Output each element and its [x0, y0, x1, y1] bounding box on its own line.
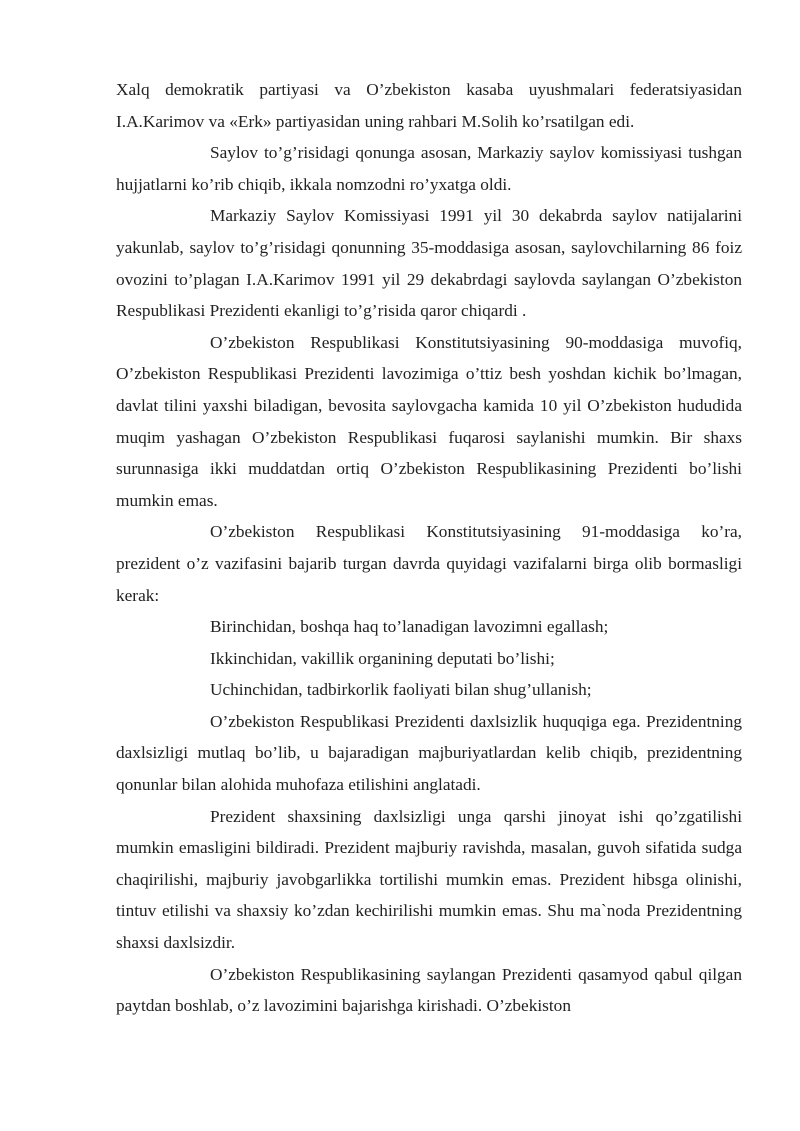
paragraph-7: Prezident shaxsining daxlsizligi unga qarshi jinoyat ishi qo’zgatilishi mumkin emasligini bildiradi. Prezident majburiy ravishda, masalan, guvoh sifatida sudga chaqirilishi, majburiy javobgarlikka tortilishi mumkin emas. Prezident hibsga olinishi, tintuv etilishi va shaxsiy ko’zdan kechirilishi mumkin emas. Shu ma`noda Prezidentning shaxsi daxlsizdir.: [116, 806, 742, 953]
paragraph-5: O’zbekiston Respublikasi Konstitutsiyasining 91-moddasiga ko’ra, prezident o’z vazifasini bajarib turgan davrda quyidagi vazifalarni birga olib bormasligi kerak:: [116, 522, 742, 605]
paragraph-2: Saylov to’g’risidagi qonunga asosan, Markaziy saylov komissiyasi tushgan hujjatlarni ko’rib chiqib, ikkala nomzodni ro’yxatga oldi.: [116, 143, 742, 194]
document-page: [116, 74, 742, 1022]
list-item-3: Uchinchidan, tadbirkorlik faoliyati bilan shug’ullanish;: [210, 680, 592, 700]
list-item-1: Birinchidan, boshqa haq to’lanadigan lavozimni egallash;: [210, 617, 609, 637]
paragraph-8: O’zbekiston Respublikasining saylangan Prezidenti qasamyod qabul qilgan paytdan boshlab, o’z lavozimini bajarishga kirishadi. O’zbekiston: [116, 964, 742, 1016]
paragraph-6: O’zbekiston Respublikasi Prezidenti daxlsizlik huquqiga ega. Prezidentning daxlsizligi mutlaq bo’lib, u bajaradigan majburiyatlardan kelib chiqib, prezidentning qonunlar bilan alohida muhofaza etilishini anglatadi.: [116, 711, 742, 795]
list-item-2: Ikkinchidan, vakillik organining deputati bo’lishi;: [210, 648, 555, 668]
paragraph-4: O’zbekiston Respublikasi Konstitutsiyasining 90-moddasiga muvofiq, O’zbekiston Respublikasi Prezidenti lavozimiga o’ttiz besh yoshdan kichik bo’lmagan, davlat tilini yaxshi biladigan, bevosita saylovgacha kamida 10 yil O’zbekiston hududida muqim yashagan O’zbekiston Respublikasi fuqarosi saylanishi mumkin. Bir shaxs surunnasiga ikki muddatdan ortiq O’zbekiston Respublikasining Prezidenti bo’lishi mumkin emas.: [116, 332, 742, 510]
paragraph-3: Markaziy Saylov Komissiyasi 1991 yil 30 dekabrda saylov natijalarini yakunlab, saylov to’g’risidagi qonunning 35-moddasiga asosan, saylovchilarning 86 foiz ovozini to’plagan I.A.Karimov 1991 yil 29 dekabrdagi saylovda saylangan O’zbekiston Respublikasi Prezidenti ekanligi to’g’risida qaror chiqardi .: [116, 206, 742, 321]
paragraph-1: Xalq demokratik partiyasi va O’zbekiston kasaba uyushmalari federatsiyasidan I.A.Karimov va «Erk» partiyasidan uning rahbari M.Solih ko’rsatilgan edi.: [116, 80, 742, 131]
